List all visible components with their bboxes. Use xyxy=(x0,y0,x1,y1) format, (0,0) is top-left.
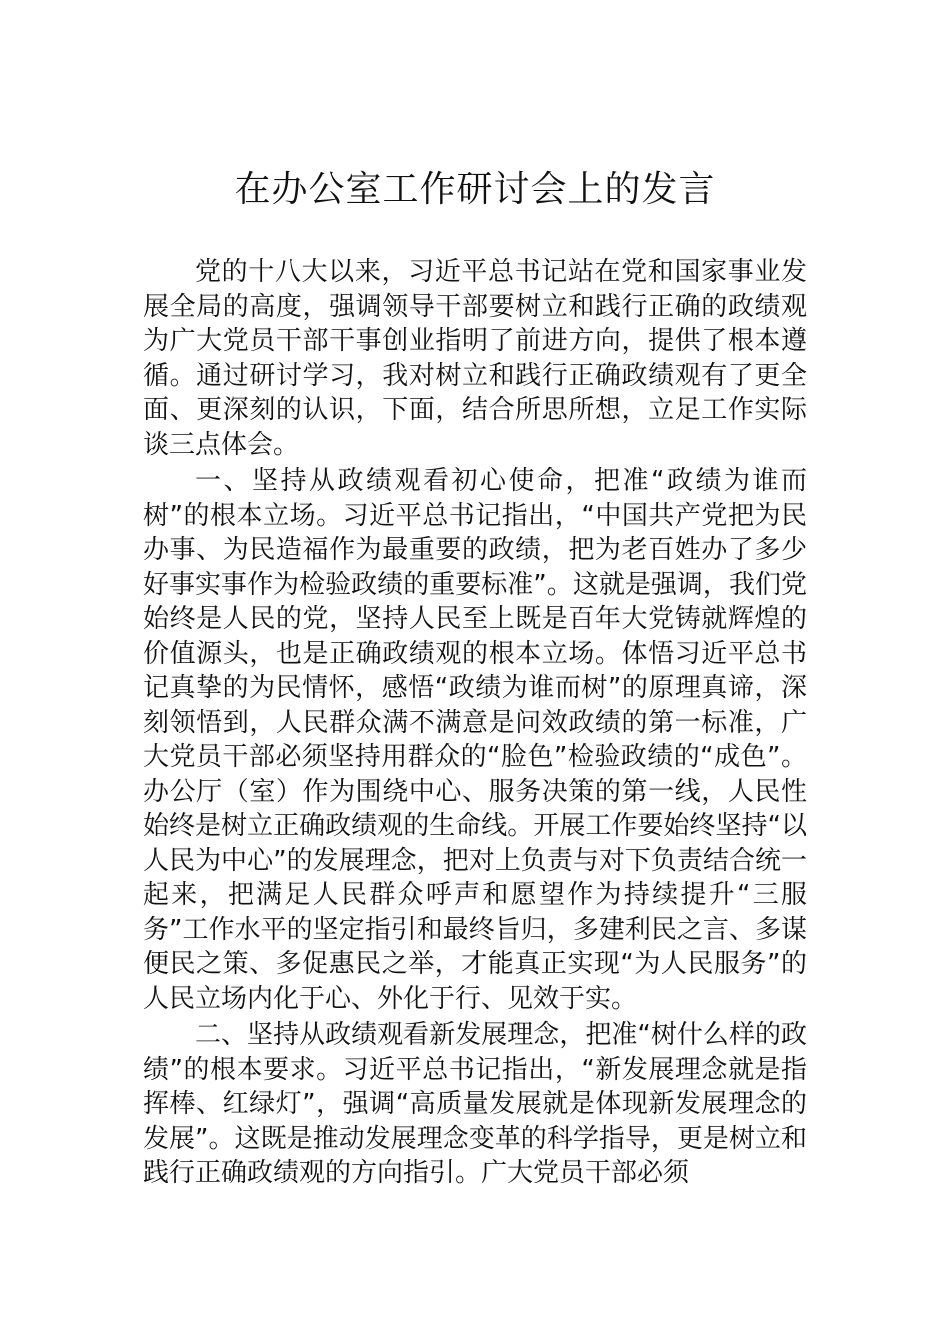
paragraph-section-one: 一、坚持从政绩观看初心使命，把准“政绩为谁而树”的根本立场。习近平总书记指出，“中国共产党把为民办事、为民造福作为最重要的政绩，把为老百姓办了多少好事实事作为检验政绩的重要标准”。这就是强调，我们党始终是人民的党，坚持人民至上既是百年大党铸就辉煌的价值源头，也是正确政绩观的根本立场。体悟习近平总书记真挚的为民情怀，感悟“政绩为谁而树”的原理真谛，深刻领悟到，人民群众满不满意是问效政绩的第一标准，广大党员干部必须坚持用群众的“脸色”检验政绩的“成色”。办公厅（室）作为围绕中心、服务决策的第一线，人民性始终是树立正确政绩观的生命线。开展工作要始终坚持“以人民为中心”的发展理念，把对上负责与对下负责结合统一起来，把满足人民群众呼声和愿望作为持续提升“三服务”工作水平的坚定指引和最终旨归，多建利民之言、多谋便民之策、多促惠民之举，才能真正实现“为人民服务”的人民立场内化于心、外化于行、见效于实。 xyxy=(143,466,807,1014)
paragraph-section-two: 二、坚持从政绩观看新发展理念，把准“树什么样的政绩”的根本要求。习近平总书记指出，“新发展理念就是指挥棒、红绿灯”，强调“高质量发展就是体现新发展理念的发展”。这既是推动发展理念变革的科学指导，更是树立和践行正确政绩观的方向指引。广大党员干部必须 xyxy=(143,1020,807,1188)
paragraph-intro: 党的十八大以来，习近平总书记站在党和国家事业发展全局的高度，强调领导干部要树立和践行正确的政绩观为广大党员干部干事创业指明了前进方向，提供了根本遵循。通过研讨学习，我对树立和践行正确政绩观有了更全面、更深刻的认识，下面，结合所思所想，立足工作实际谈三点体会。 xyxy=(143,257,807,460)
document-body xyxy=(143,255,807,1191)
document-title: 在办公室工作研讨会上的发言 xyxy=(234,169,716,210)
